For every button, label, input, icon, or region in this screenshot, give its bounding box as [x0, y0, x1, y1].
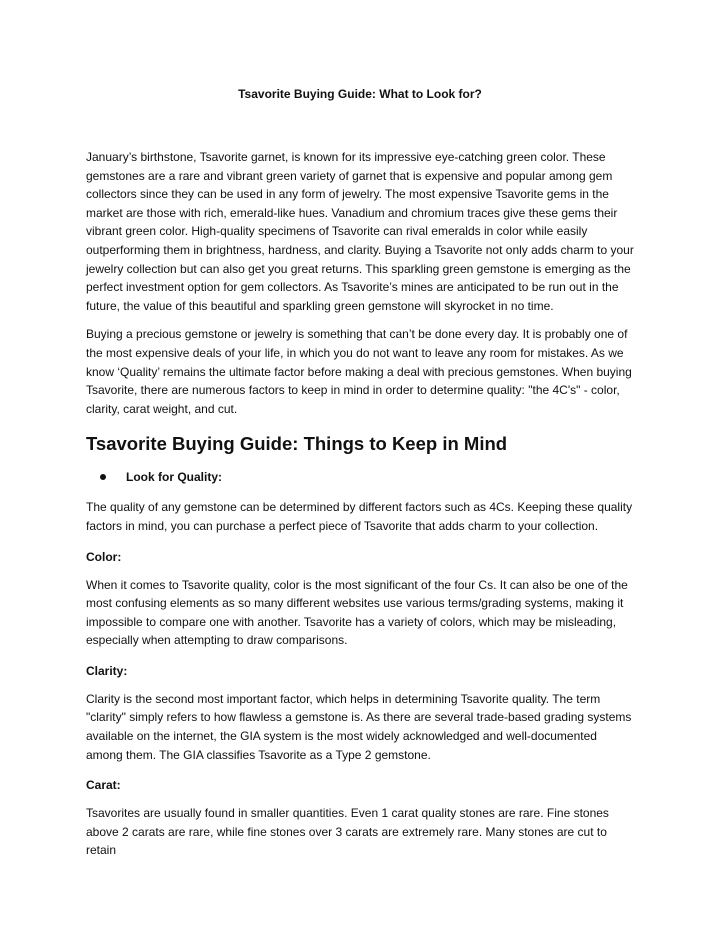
bullet-item-look-for-quality — [86, 468, 634, 486]
color-paragraph: When it comes to Tsavorite quality, color is the most significant of the four Cs. It can also be one of the most confusing elements as so many different websites use various terms/grading systems, making it impossible to compare one with another. Tsavorite has a variety of colors, which may be misleading, especially when attempting to draw comparisons. — [86, 577, 628, 648]
bullet-label: Look for Quality: — [126, 470, 222, 485]
carat-heading: Carat: — [86, 778, 121, 793]
clarity-heading: Clarity: — [86, 663, 128, 678]
buying-paragraph: Buying a precious gemstone or jewelry is something that can’t be done every day. It is probably one of the most expensive deals of your life, in which you do not want to leave any room for mistakes. As we know ‘Quality’ remains the ultimate factor before making a deal with precious gemstones. When buying Tsavorite, there are numerous factors to keep in mind in order to determine quality: "the 4C's" - color, clarity, carat weight, and cut. — [86, 327, 632, 416]
intro-paragraph: January’s birthstone, Tsavorite garnet, is known for its impressive eye-catching green color. These gemstones are a rare and vibrant green variety of garnet that is expensive and popular among gem collectors since they can be used in any form of jewelry. The most expensive Tsavorite gems in the market are those with rich, emerald-like hues. Vanadium and chromium traces give these gems their vibrant green color. High-quality specimens of Tsavorite can rival emeralds in color while easily outperforming them in brightness, hardness, and clarity. Buying a Tsavorite not only adds charm to your jewelry collection but can also get you great returns. This sparkling green gemstone is emerging as the perfect investment option for gem collectors. As Tsavorite’s mines are anticipated to be run out in the future, the value of this beautiful and sparkling green gemstone will skyrocket in no time. — [86, 150, 634, 313]
section-heading: Tsavorite Buying Guide: Things to Keep in Mind — [86, 433, 508, 455]
carat-paragraph: Tsavorites are usually found in smaller quantities. Even 1 carat quality stones are rare. Fine stones above 2 carats are rare, while fine stones over 3 carats are extremely rare. Many stones are cut to retain — [86, 806, 609, 858]
bullet-icon — [100, 474, 106, 480]
document-title: Tsavorite Buying Guide: What to Look for? — [238, 87, 482, 101]
quality-paragraph: The quality of any gemstone can be determined by different factors such as 4Cs. Keeping these quality factors in mind, you can purchase a perfect piece of Tsavorite that adds charm to your collection. — [86, 500, 633, 533]
clarity-paragraph: Clarity is the second most important factor, which helps in determining Tsavorite quality. The term "clarity" simply refers to how flawless a gemstone is. As there are several trade-based grading systems available on the internet, the GIA system is the most widely acknowledged and well-documented among them. The GIA classifies Tsavorite as a Type 2 gemstone. — [86, 691, 632, 762]
color-heading: Color: — [86, 549, 122, 564]
